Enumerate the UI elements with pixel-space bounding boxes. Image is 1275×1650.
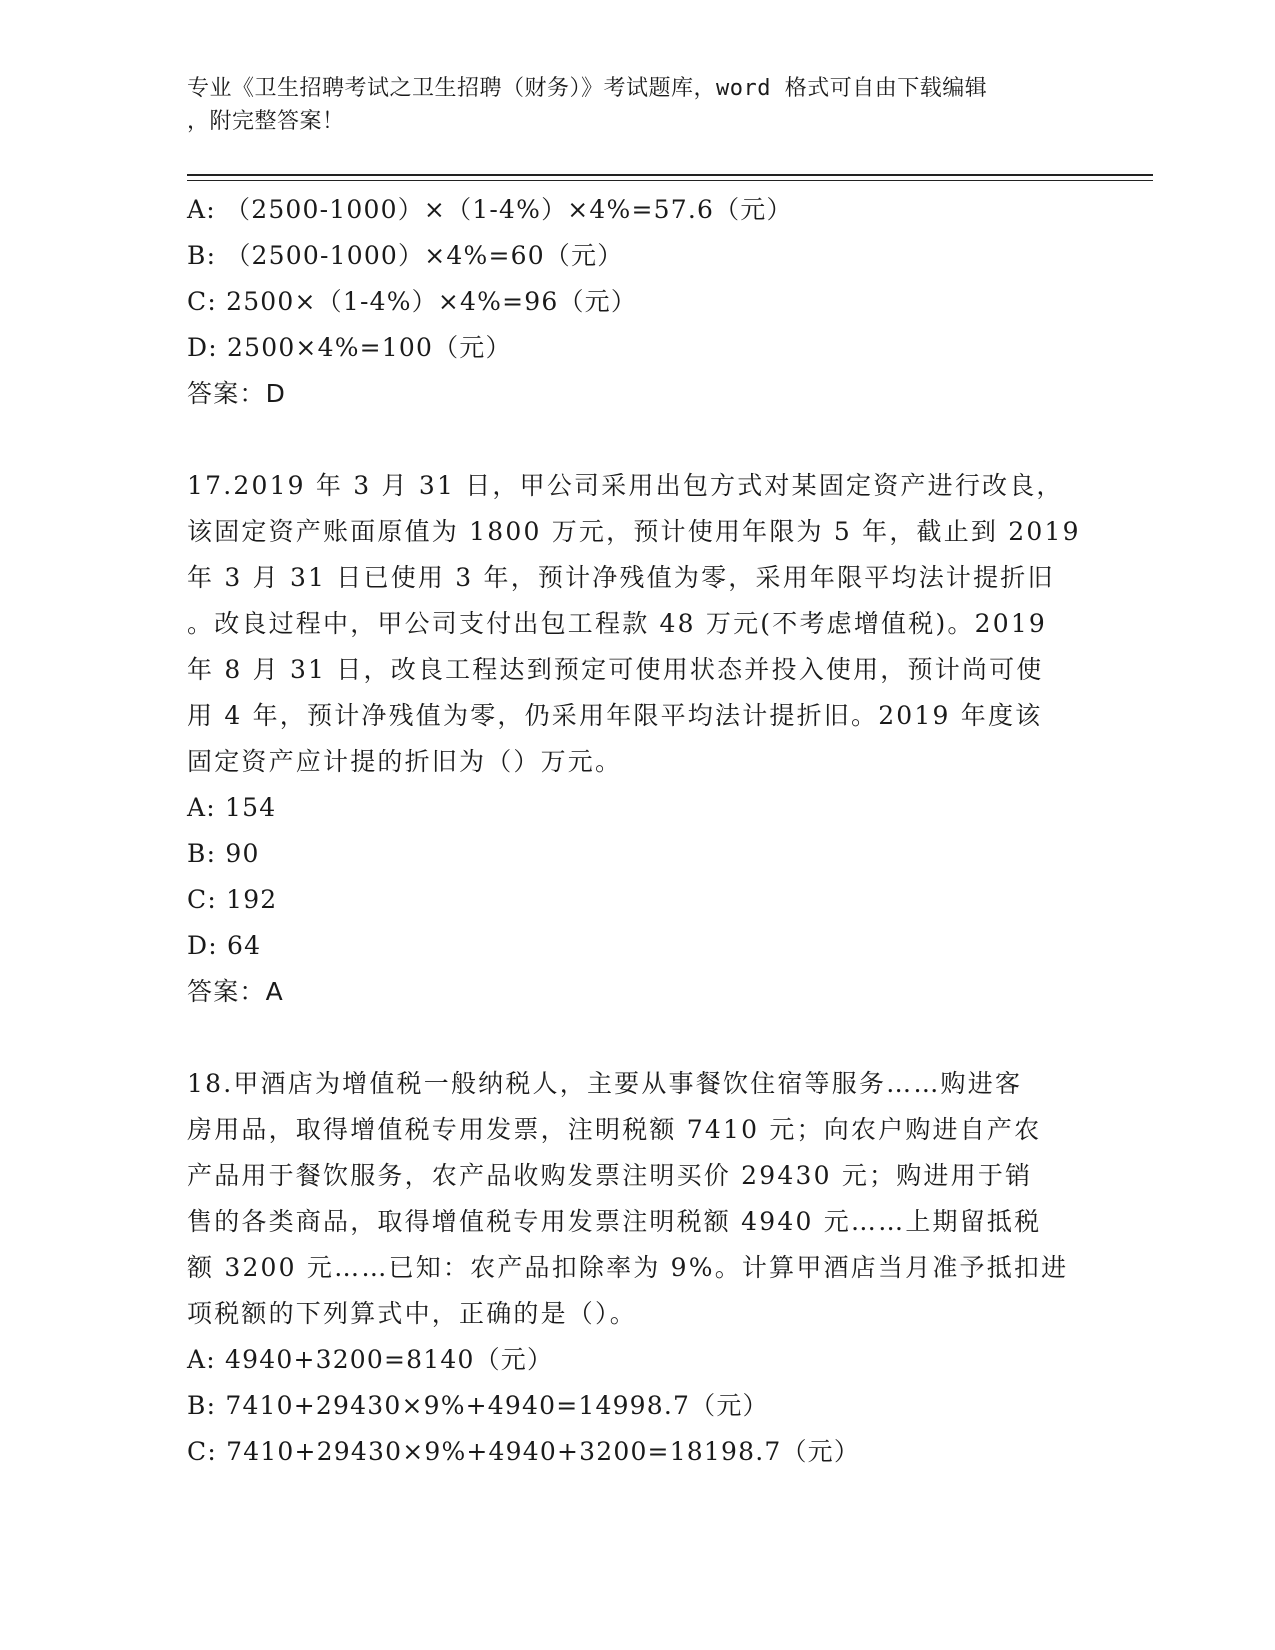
option-d: D: 2500×4%=100（元） [187, 333, 512, 362]
question-line: 额 3200 元……已知：农产品扣除率为 9%。计算甲酒店当月准予抵扣进 [187, 1253, 1069, 1282]
option-c: C: 7410+29430×9%+4940+3200=18198.7（元） [187, 1437, 861, 1466]
option-a: A: 4940+3200=8140（元） [187, 1345, 554, 1374]
question-line: 项税额的下列算式中，正确的是（）。 [187, 1299, 637, 1328]
question-16-tail [187, 187, 1087, 417]
document-body [187, 187, 1087, 1475]
option-a: A: 154 [187, 793, 277, 822]
question-line: 17.2019 年 3 月 31 日，甲公司采用出包方式对某固定资产进行改良， [187, 471, 1064, 500]
option-c: C: 192 [187, 885, 278, 914]
question-line: 该固定资产账面原值为 1800 万元，预计使用年限为 5 年，截止到 2019 [187, 517, 1081, 546]
header-line-2: ，附完整答案！ [187, 109, 345, 134]
question-line: 年 3 月 31 日已使用 3 年，预计净残值为零，采用年限平均法计提折旧 [187, 563, 1055, 592]
header-divider-thick [187, 174, 1153, 176]
question-line: 产品用于餐饮服务，农产品收购发票注明买价 29430 元；购进用于销 [187, 1161, 1033, 1190]
option-c: C: 2500×（1-4%）×4%=96（元） [187, 287, 638, 316]
header-line-1: 专业《卫生招聘考试之卫生招聘（财务）》考试题库，word 格式可自由下载编辑 [187, 76, 988, 101]
question-line: 18.甲酒店为增值税一般纳税人，主要从事餐饮住宿等服务……购进客 [187, 1069, 1023, 1098]
option-b: B: 90 [187, 839, 260, 868]
answer-line: 答案：A [187, 977, 284, 1006]
option-b: B: 7410+29430×9%+4940=14998.7（元） [187, 1391, 769, 1420]
question-line: 用 4 年，预计净残值为零，仍采用年限平均法计提折旧。2019 年度该 [187, 701, 1043, 730]
header-divider-thin [187, 180, 1153, 181]
option-a: A: （2500-1000）×（1-4%）×4%=57.6（元） [187, 195, 793, 224]
question-line: 。改良过程中，甲公司支付出包工程款 48 万元(不考虑增值税)。2019 [187, 609, 1048, 638]
page-header [187, 72, 1087, 138]
question-line: 固定资产应计提的折旧为（）万元。 [187, 747, 623, 776]
option-d: D: 64 [187, 931, 262, 960]
spacer [187, 1015, 1087, 1061]
question-line: 售的各类商品，取得增值税专用发票注明税额 4940 元……上期留抵税 [187, 1207, 1042, 1236]
question-text [187, 463, 1087, 785]
question-17 [187, 463, 1087, 1015]
question-text [187, 1061, 1087, 1337]
answer-line: 答案：D [187, 379, 287, 408]
spacer [187, 417, 1087, 463]
question-18 [187, 1061, 1087, 1475]
question-line: 房用品，取得增值税专用发票，注明税额 7410 元；向农户购进自产农 [187, 1115, 1042, 1144]
option-b: B: （2500-1000）×4%=60（元） [187, 241, 624, 270]
question-line: 年 8 月 31 日，改良工程达到预定可使用状态并投入使用，预计尚可使 [187, 655, 1044, 684]
